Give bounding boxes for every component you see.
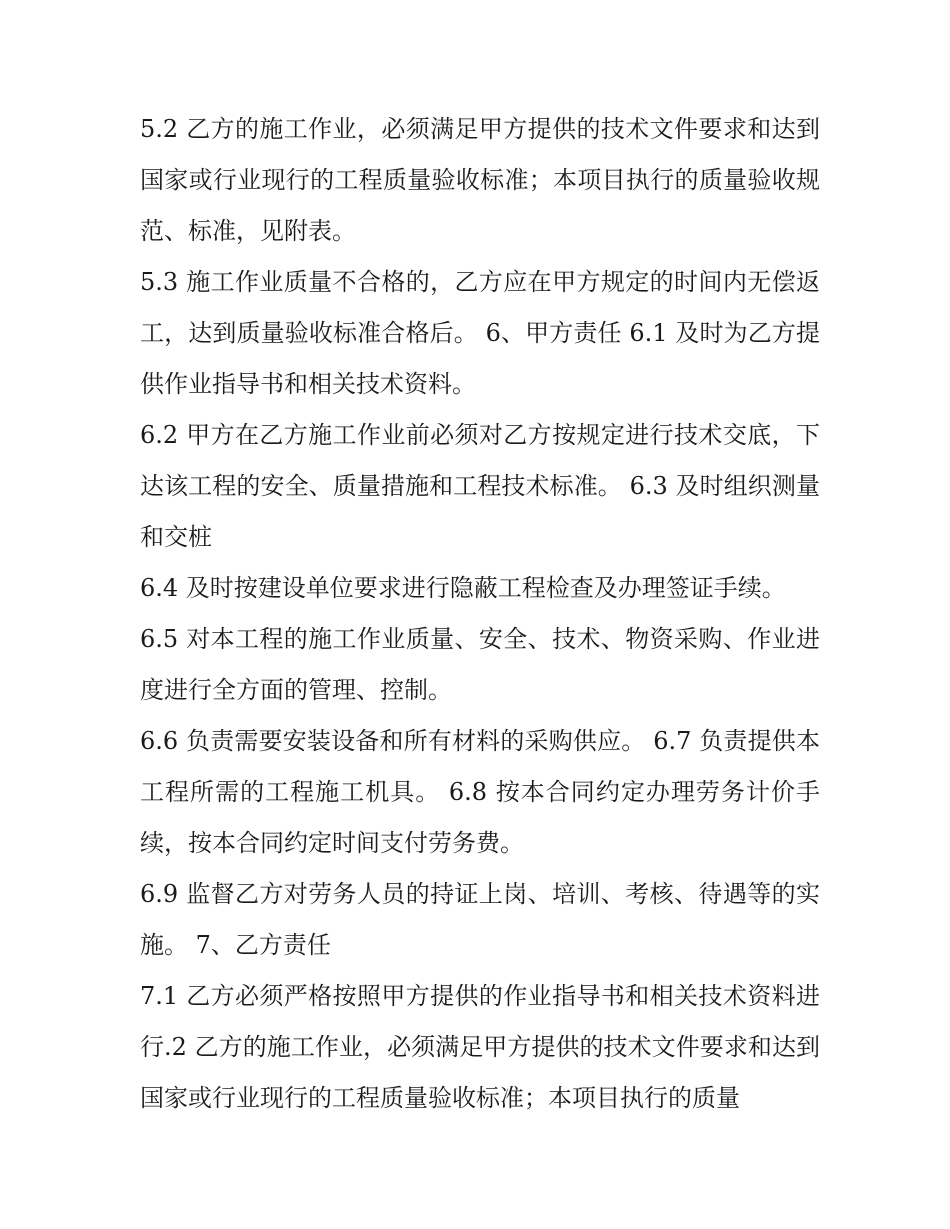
paragraph-5-2: 5.2 乙方的施工作业，必须满足甲方提供的技术文件要求和达到国家或行业现行的工程质量验收标准；本项目执行的质量验收规范、标准，见附表。 [140, 115, 820, 245]
paragraph-6-6: 6.6 负责需要安装设备和所有材料的采购供应。 6.7 负责提供本工程所需的工程施工机具。 6.8 按本合同约定办理劳务计价手续，按本合同约定时间支付劳务费。 [140, 727, 820, 857]
paragraph-5-3: 5.3 施工作业质量不合格的，乙方应在甲方规定的时间内无偿返工，达到质量验收标准合格后。 6、甲方责任 6.1 及时为乙方提供作业指导书和相关技术资料。 [140, 268, 820, 398]
paragraph-6-5: 6.5 对本工程的施工作业质量、安全、技术、物资采购、作业进度进行全方面的管理、控制。 [140, 625, 820, 704]
paragraph-6-9: 6.9 监督乙方对劳务人员的持证上岗、培训、考核、待遇等的实施。 7、乙方责任 [140, 880, 820, 959]
document-body [140, 104, 820, 1124]
paragraph-6-2: 6.2 甲方在乙方施工作业前必须对乙方按规定进行技术交底，下达该工程的安全、质量措施和工程技术标准。 6.3 及时组织测量和交桩 [140, 421, 820, 551]
paragraph-7-1: 7.1 乙方必须严格按照甲方提供的作业指导书和相关技术资料进行.2 乙方的施工作业，必须满足甲方提供的技术文件要求和达到国家或行业现行的工程质量验收标准；本项目执行的质量 [140, 982, 820, 1112]
paragraph-6-4: 6.4 及时按建设单位要求进行隐蔽工程检查及办理签证手续。 [140, 574, 786, 602]
